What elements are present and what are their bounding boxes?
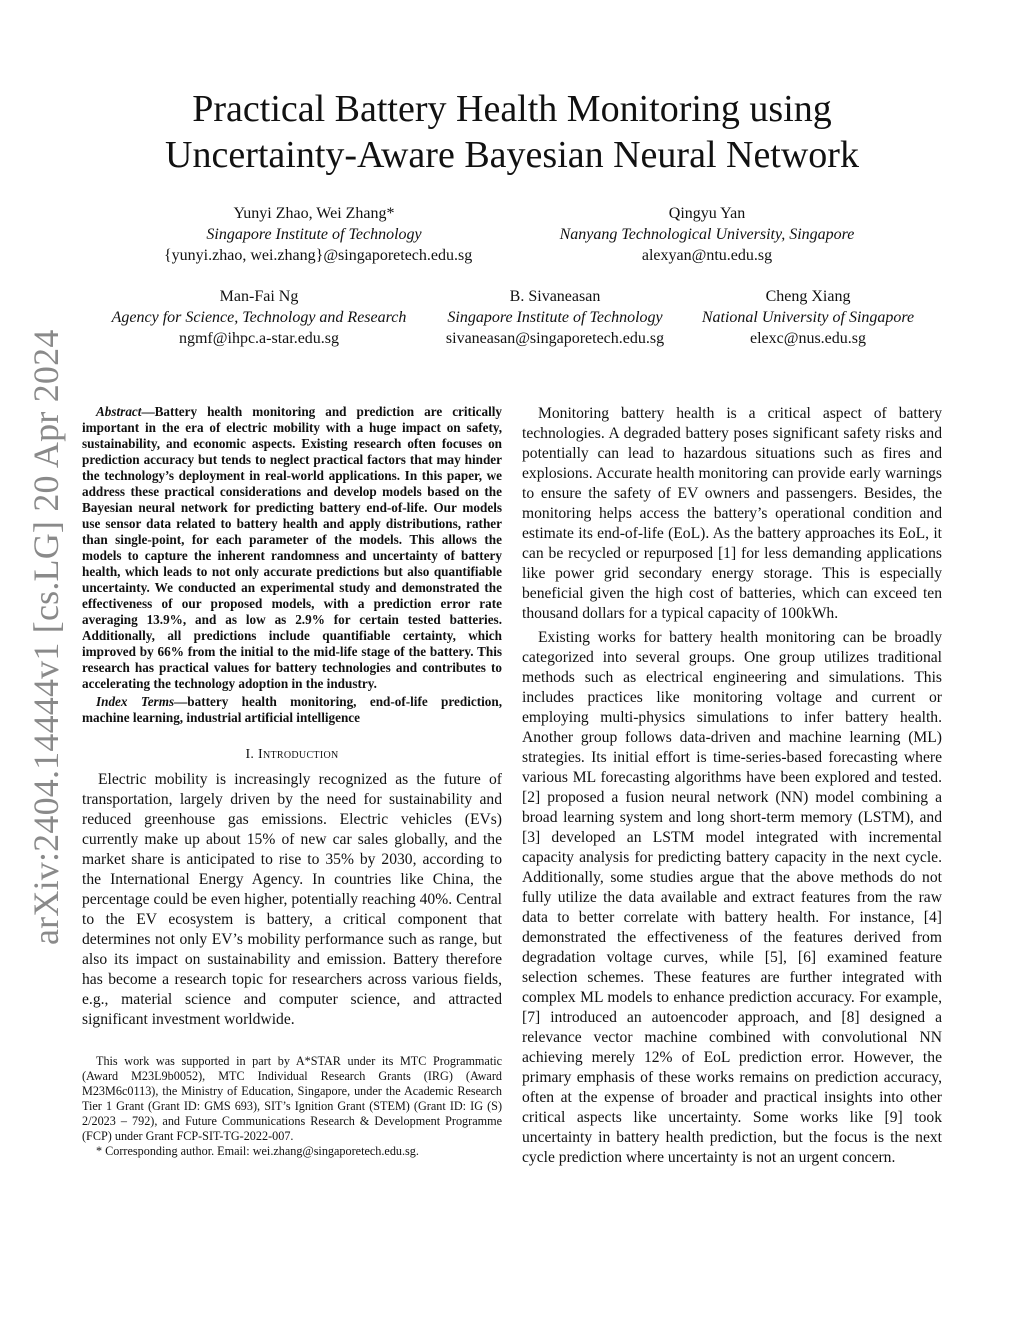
author-name: Yunyi Zhao, Wei Zhang*: [233, 205, 395, 222]
arxiv-identifier: [18, 329, 74, 945]
paper-title: [100, 86, 924, 178]
footnotes: [82, 1054, 502, 1159]
author-name: Man-Fai Ng: [219, 288, 299, 305]
author-affiliation: Agency for Science, Technology and Research: [111, 309, 407, 326]
index-terms: [82, 694, 502, 726]
author-name: Qingyu Yan: [668, 205, 746, 222]
author-affiliation: Nanyang Technological University, Singapore: [559, 226, 855, 243]
section-heading-introduction: I. Introduction: [245, 747, 339, 762]
author-affiliation: National University of Singapore: [701, 309, 915, 326]
arxiv-identifier-text: arXiv:2404.14444v1 [cs.LG] 20 Apr 2024: [26, 329, 66, 945]
body-paragraph-2: Existing works for battery health monitoring can be broadly categorized into several groups. One group utilizes traditional methods such as electrical engineering and simulations. This includes practices like monitoring voltage and current or employing multi-physics simulations to infer battery health. Another group follows data-driven and machine learning (ML) strategies. Its initial effort is time-series-based forecasting where various ML forecasting algorithms have been explored and tested. [2] proposed a fusion neural network (NN) model combining a broad learning system and long short-term memory (LSTM), and [3] developed an LSTM model integrated with incremental capacity analysis for predicting battery capacity in the next cycle. Additionally, some studies argue that the above methods do not fully utilize the data available and extract features from the raw data to better correlate with battery health. For instance, [4] demonstrated the effectiveness of the features derived from degradation voltage curves, while [5], [6] examined feature selection schemes. These features are further integrated with complex ML models to enhance prediction accuracy. For example, [7] introduced an autoencoder approach, and [8] designed a relevance vector machine combined with convolutional NN achieving merely 12% of EoL prediction error. However, the primary emphasis of these works remains on prediction accuracy, often at the expense of broader and practical insights into other critical aspects like uncertainty. Some works like [9] took uncertainty in battery health prediction, but the focus is the next cycle prediction where uncertainty is not an urgent concern.: [522, 629, 942, 1166]
body-paragraph-1: Monitoring battery health is a critical aspect of battery technologies. A degraded battery poses significant safety risks and potentially can lead to hazardous situations such as fires and explosions. Accurate health monitoring can provide early warnings to ensure the safety of EV owners and passengers. Besides, the monitoring helps access the battery’s operational condition and estimate its end-of-life (EoL). As the battery approaches its EoL, it can be recycled or repurposed [1] for less demanding applications like power grid secondary energy storage. This is especially beneficial given the high cost of batteries, which can exceed ten thousand dollars for a typical capacity of 100kWh.: [522, 405, 942, 622]
author-block-ng: [100, 286, 418, 349]
author-name: Cheng Xiang: [765, 288, 851, 305]
index-terms-text: —battery health monitoring, end-of-life prediction, machine learning, industrial artificial intelligence: [82, 694, 502, 725]
author-affiliation: Singapore Institute of Technology: [447, 309, 663, 326]
right-column: [522, 404, 942, 1172]
author-name: B. Sivaneasan: [509, 288, 601, 305]
funding-footnote: This work was supported in part by A*STAR under its MTC Programmatic (Award M23L9b0052), MTC Individual Research Grants (IRG) (Award M23M6c0113), the Ministry of Education, Singapore, under the Academic Research Tier 1 Grant (Grant ID: GMS 693), SIT’s Ignition Grant (STEM) (Grant ID: IG (S) 2/2023 – 792), and Future Communications Research & Development Programme (FCP) under Grant FCP-SIT-TG-2022-007.: [82, 1054, 502, 1143]
author-email: {yunyi.zhao, wei.zhang}@singaporetech.edu.sg: [164, 247, 473, 264]
author-block-yan: [548, 203, 866, 266]
abstract: [82, 404, 502, 692]
author-block-sivaneasan: [430, 286, 680, 349]
author-email: elexc@nus.edu.sg: [749, 330, 867, 347]
author-block-xiang: [690, 286, 926, 349]
author-email: ngmf@ihpc.a-star.edu.sg: [178, 330, 340, 347]
index-terms-lead: Index Terms: [96, 694, 175, 709]
abstract-lead: Abstract: [96, 404, 142, 419]
author-email: alexyan@ntu.edu.sg: [641, 247, 773, 264]
author-block-zhao-zhang: [164, 203, 473, 266]
corresponding-author-footnote: * Corresponding author. Email: wei.zhang@singaporetech.edu.sg.: [96, 1144, 419, 1158]
title-line-2: Uncertainty-Aware Bayesian Neural Network: [165, 134, 859, 176]
author-email: sivaneasan@singaporetech.edu.sg: [445, 330, 665, 347]
intro-paragraph: Electric mobility is increasingly recognized as the future of transportation, largely driven by the need for sustainability and reduced greenhouse gas emissions. Electric vehicles (EVs) currently make up about 15% of new car sales globally, and the market share is anticipated to rise to 35% by 2030, according to the International Energy Agency. In countries like China, the percentage could be even higher, potentially reaching 40%. Central to the EV ecosystem is battery, a critical component that determines not only EV’s mobility performance such as range, but also its impact on sustainability and emission. Battery therefore has become a research topic for researchers across various fields, e.g., material science and computer science, and attracted significant investment worldwide.: [82, 771, 502, 1028]
title-line-1: Practical Battery Health Monitoring using: [192, 88, 832, 130]
left-column: [82, 404, 502, 1159]
abstract-text: —Battery health monitoring and prediction are critically important in the era of electric mobility with a huge impact on safety, sustainability, and economic aspects. Existing research often focuses on prediction accuracy but tends to neglect practical factors that may hinder the technology’s deployment in real-world applications. In this paper, we address these practical considerations and develop models based on the Bayesian neural network for predicting battery end-of-life. Our models use sensor data related to battery health and apply distributions, rather than single-point, for each parameter of the models. This allows the models to capture the inherent randomness and uncertainty of battery health, which leads to not only accurate predictions but also quantifiable uncertainty. We conducted an experimental study and demonstrated the effectiveness of our proposed models, with a prediction error rate averaging 13.9%, and as low as 2.9% for certain tested batteries. Additionally, all predictions include quantifiable certainty, which improved by 66% from the initial to the mid-life stage of the battery. This research has practical values for battery technologies and contributes to accelerating the technology adoption in the industry.: [82, 404, 502, 691]
author-affiliation: Singapore Institute of Technology: [206, 226, 422, 243]
